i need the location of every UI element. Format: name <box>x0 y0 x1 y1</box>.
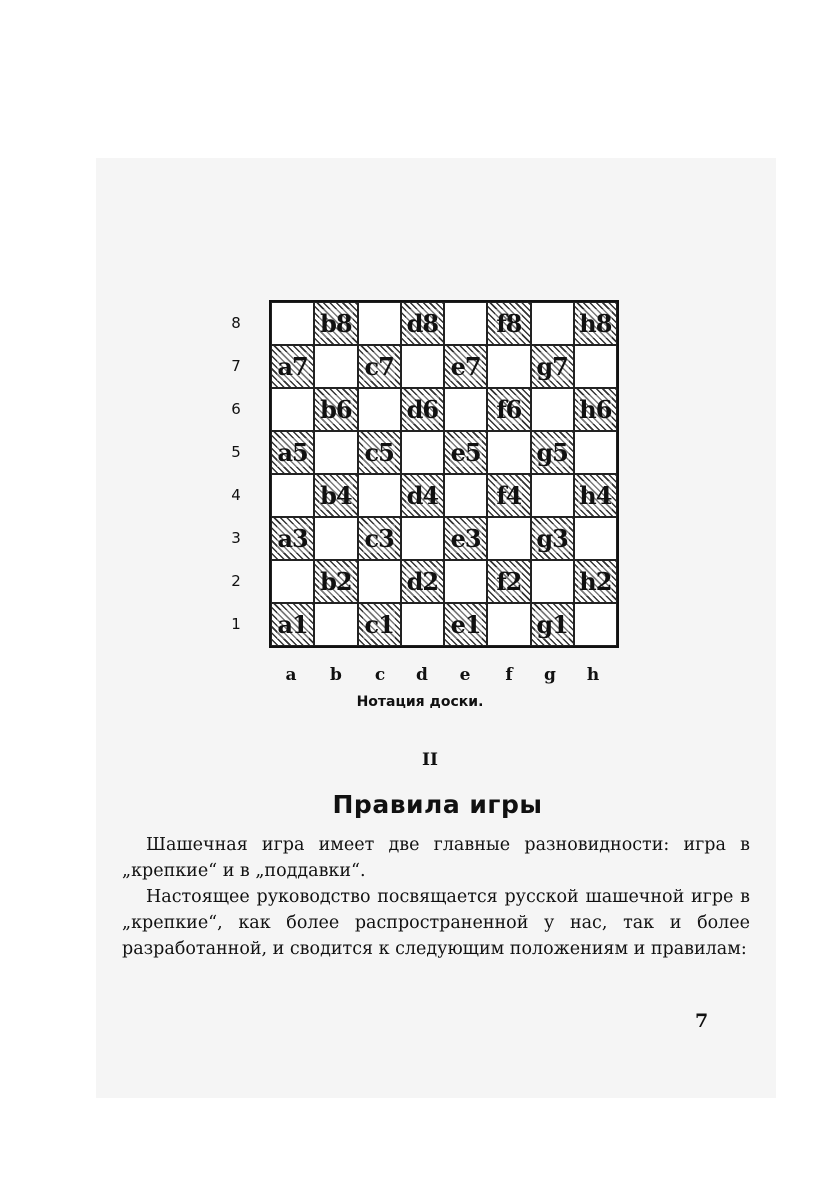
board-square-dark <box>358 345 401 388</box>
board-square-light <box>358 560 401 603</box>
square-notation: d8 <box>406 309 439 338</box>
square-notation: a1 <box>277 610 308 639</box>
board-square-light <box>487 345 530 388</box>
board-square-dark <box>271 431 314 474</box>
board-square-light <box>444 388 487 431</box>
board-square-light <box>401 345 444 388</box>
square-notation: g3 <box>536 524 568 553</box>
file-label: e <box>459 665 471 685</box>
page-number: 7 <box>695 1010 709 1032</box>
board-square-light <box>271 302 314 345</box>
board-square-dark <box>401 302 444 345</box>
board-square-light <box>314 345 357 388</box>
board-square-dark <box>574 302 617 345</box>
square-notation: g7 <box>536 352 568 381</box>
square-notation: h8 <box>579 309 612 338</box>
board-square-dark <box>531 517 574 560</box>
board-square-dark <box>271 603 314 646</box>
rank-label: 3 <box>231 529 241 547</box>
board-square-light <box>487 431 530 474</box>
board-square-light <box>401 603 444 646</box>
board-square-light <box>444 560 487 603</box>
board-square-dark <box>574 560 617 603</box>
square-notation: c5 <box>364 438 394 467</box>
square-notation: e5 <box>450 438 481 467</box>
square-notation: e3 <box>450 524 481 553</box>
square-notation: a3 <box>277 524 308 553</box>
board-square-dark <box>401 474 444 517</box>
board-square-light <box>314 603 357 646</box>
board-square-light <box>358 302 401 345</box>
section-number: II <box>422 750 438 770</box>
board-square-dark <box>574 388 617 431</box>
square-notation: e1 <box>450 610 481 639</box>
board-square-light <box>444 474 487 517</box>
board-square-light <box>531 302 574 345</box>
board-square-dark <box>487 474 530 517</box>
square-notation: b8 <box>320 309 352 338</box>
square-notation: f8 <box>496 309 522 338</box>
board-square-light <box>531 388 574 431</box>
board-square-light <box>358 388 401 431</box>
rank-label: 8 <box>231 314 241 332</box>
board-square-dark <box>271 345 314 388</box>
rank-label: 7 <box>231 357 241 375</box>
board-square-dark <box>401 388 444 431</box>
board-square-light <box>574 431 617 474</box>
board-square-dark <box>444 517 487 560</box>
board-square-light <box>531 560 574 603</box>
board-square-light <box>314 517 357 560</box>
square-notation: f4 <box>496 481 522 510</box>
rank-label: 5 <box>231 443 241 461</box>
square-notation: g5 <box>536 438 568 467</box>
board-square-dark <box>487 302 530 345</box>
board-square-dark <box>401 560 444 603</box>
board-square-light <box>358 474 401 517</box>
board-square-dark <box>314 474 357 517</box>
rank-label: 1 <box>231 615 241 633</box>
board-square-light <box>487 517 530 560</box>
board-square-light <box>531 474 574 517</box>
board-square-dark <box>487 560 530 603</box>
square-notation: c3 <box>364 524 394 553</box>
rank-label: 2 <box>231 572 241 590</box>
figure-caption: Нотация доски. <box>356 694 484 710</box>
file-label: d <box>416 665 428 685</box>
rank-label: 6 <box>231 400 241 418</box>
checkers-board <box>269 300 619 648</box>
square-notation: h2 <box>579 567 612 596</box>
file-label: c <box>374 665 386 685</box>
board-square-dark <box>314 560 357 603</box>
board-square-light <box>487 603 530 646</box>
file-label: g <box>544 665 556 685</box>
board-square-dark <box>358 431 401 474</box>
square-notation: a5 <box>277 438 308 467</box>
board-square-light <box>574 345 617 388</box>
board-square-dark <box>444 431 487 474</box>
board-square-light <box>314 431 357 474</box>
body-text <box>122 832 750 962</box>
square-notation: g1 <box>536 610 568 639</box>
board-square-light <box>401 517 444 560</box>
square-notation: b4 <box>320 481 352 510</box>
board-square-dark <box>531 603 574 646</box>
paragraph: Настоящее руководство посвящается русской шашечной игре в „крепкие“, как более распространенной у нас, так и более разработанной, и сводится к следующим положениям и правилам: <box>122 887 750 959</box>
file-label: f <box>505 665 513 685</box>
board-square-light <box>271 560 314 603</box>
square-notation: a7 <box>277 352 308 381</box>
board-square-dark <box>271 517 314 560</box>
board-square-light <box>271 388 314 431</box>
square-notation: d2 <box>406 567 439 596</box>
square-notation: d4 <box>406 481 439 510</box>
board-square-dark <box>531 431 574 474</box>
board-square-light <box>574 603 617 646</box>
board-square-light <box>401 431 444 474</box>
square-notation: b6 <box>320 395 352 424</box>
square-notation: e7 <box>450 352 481 381</box>
paragraph: Шашечная игра имеет две главные разновидности: игра в „крепкие“ и в „поддавки“. <box>122 835 750 881</box>
board-square-dark <box>531 345 574 388</box>
square-notation: b2 <box>320 567 352 596</box>
square-notation: c1 <box>364 610 394 639</box>
board-square-dark <box>444 603 487 646</box>
board-square-dark <box>358 517 401 560</box>
file-label: h <box>586 665 600 685</box>
board-square-dark <box>487 388 530 431</box>
square-notation: f2 <box>496 567 522 596</box>
board-square-dark <box>314 388 357 431</box>
square-notation: c7 <box>364 352 394 381</box>
board-square-light <box>444 302 487 345</box>
square-notation: f6 <box>496 395 522 424</box>
rank-label: 4 <box>231 486 241 504</box>
file-label: a <box>285 665 297 685</box>
square-notation: d6 <box>406 395 439 424</box>
board-square-dark <box>444 345 487 388</box>
square-notation: h4 <box>579 481 612 510</box>
board-square-light <box>574 517 617 560</box>
square-notation: h6 <box>579 395 612 424</box>
board-square-light <box>271 474 314 517</box>
board-square-dark <box>314 302 357 345</box>
file-label: b <box>330 665 342 685</box>
section-title: Правила игры <box>332 790 543 819</box>
board-square-dark <box>358 603 401 646</box>
board-square-dark <box>574 474 617 517</box>
